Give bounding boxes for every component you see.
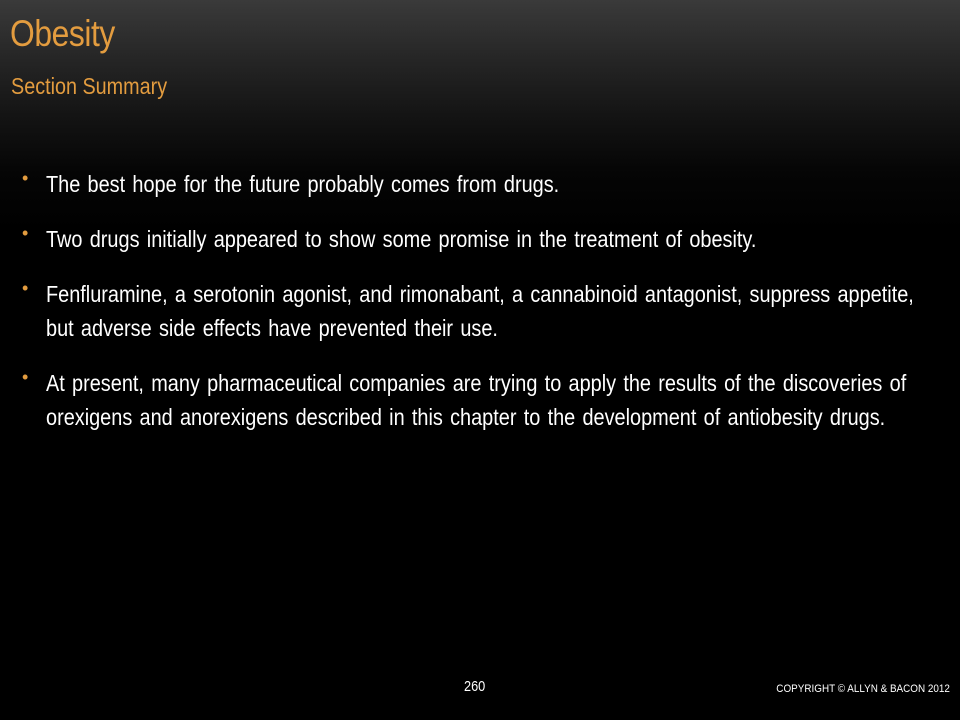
bullet-text: Two drugs initially appeared to show some promise in the treatment of obesity. <box>46 226 757 252</box>
bullet-item <box>0 222 960 256</box>
bullet-text: Fenfluramine, a serotonin agonist, and rimonabant, a cannabinoid antagonist, suppress appetite, but adverse side effects have prevented their use. <box>46 281 914 341</box>
bullet-list <box>0 167 960 455</box>
bullet-item <box>0 366 960 434</box>
bullet-item <box>0 167 960 201</box>
bullet-item <box>0 277 960 345</box>
bullet-icon: • <box>22 168 29 188</box>
page-number: 260 <box>464 678 486 695</box>
bullet-icon: • <box>22 223 29 243</box>
slide-title: Obesity <box>10 13 115 54</box>
slide-subtitle: Section Summary <box>11 73 168 99</box>
copyright-notice: COPYRIGHT © ALLYN & BACON 2012 <box>776 683 950 695</box>
bullet-icon: • <box>22 278 29 298</box>
bullet-icon: • <box>22 367 29 387</box>
bullet-text: At present, many pharmaceutical companies are trying to apply the results of the discoveries of orexigens and anorexigens described in this chapter to the development of antiobesity drugs. <box>46 370 907 430</box>
bullet-text: The best hope for the future probably comes from drugs. <box>46 171 560 197</box>
